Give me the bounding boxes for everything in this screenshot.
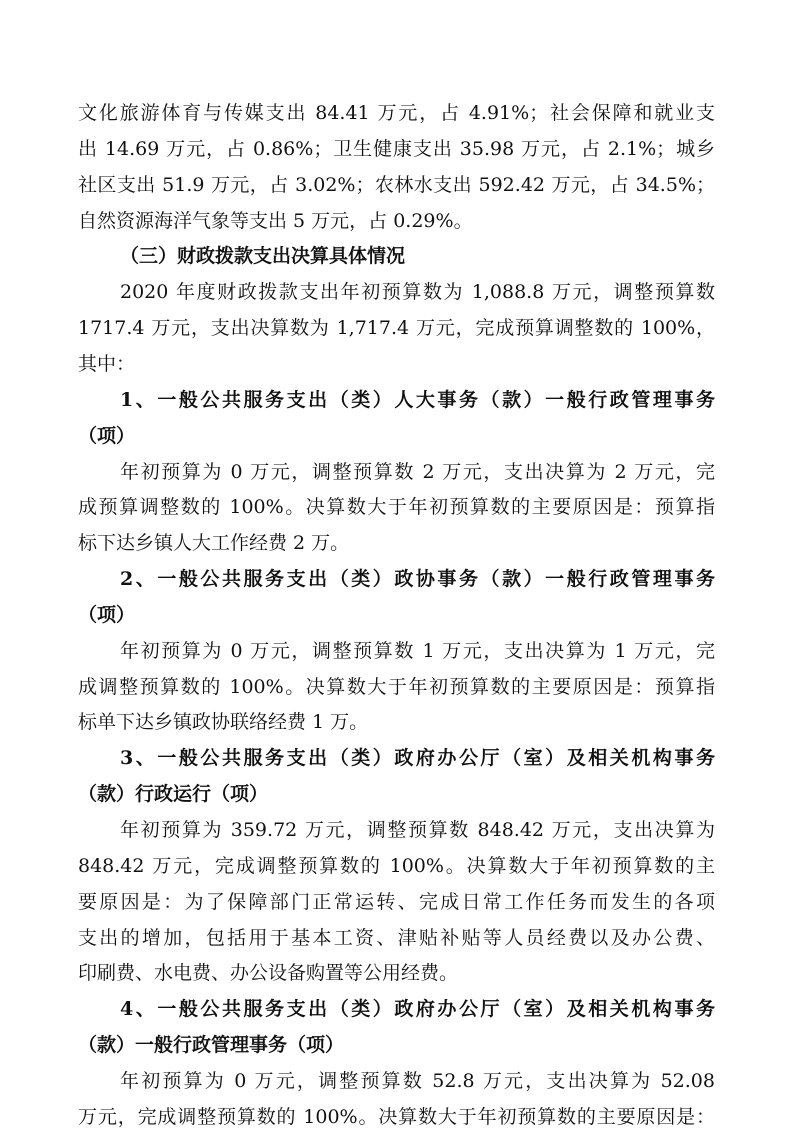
paragraph-line: 印刷费、水电费、办公设备购置等公用经费。	[78, 962, 459, 985]
heading-line: （款）一般行政管理事务（项）	[78, 1034, 345, 1057]
heading-line: 2、一般公共服务支出（类）政协事务（款）一般行政管理事务	[120, 568, 715, 591]
paragraph-line: 2020 年度财政拨款支出年初预算数为 1,088.8 万元，调整预算数	[120, 281, 715, 304]
paragraph-line: 年初预算为 359.72 万元，调整预算数 848.42 万元，支出决算为	[120, 819, 715, 841]
paragraph-line: 要原因是：为了保障部门正常运转、完成日常工作任务而发生的各项	[78, 890, 715, 913]
paragraph-line: 社区支出 51.9 万元，占 3.02%；农林水支出 592.42 万元，占 34.5%；	[78, 173, 715, 196]
paragraph-line: 年初预算为 0 万元，调整预算数 52.8 万元，支出决算为 52.08	[120, 1069, 715, 1092]
heading-line: （项）	[78, 424, 136, 447]
heading-line: （项）	[78, 603, 136, 626]
paragraph-line: 支出的增加，包括用于基本工资、津贴补贴等人员经费以及办公费、	[78, 926, 715, 949]
heading-line: （款）行政运行（项）	[78, 783, 269, 806]
paragraph-line: 成预算调整数的 100%。决算数大于年初预算数的主要原因是：预算指	[78, 496, 715, 519]
paragraph-line: 年初预算为 0 万元，调整预算数 2 万元，支出决算为 2 万元，完	[120, 460, 715, 483]
paragraph-line: 标下达乡镇人大工作经费 2 万。	[78, 532, 350, 555]
paragraph-line: 万元，完成调整预算数的 100%。决算数大于年初预算数的主要原因是：	[78, 1105, 715, 1128]
paragraph-line: 成调整预算数的 100%。决算数大于年初预算数的主要原因是：预算指	[78, 675, 715, 698]
paragraph-line: 年初预算为 0 万元，调整预算数 1 万元，支出决算为 1 万元，完	[120, 639, 715, 662]
heading-line: 1、一般公共服务支出（类）人大事务（款）一般行政管理事务	[120, 388, 715, 411]
paragraph-line: 848.42 万元，完成调整预算数的 100%。决算数大于年初预算数的主	[78, 854, 715, 877]
paragraph-line: 出 14.69 万元，占 0.86%；卫生健康支出 35.98 万元，占 2.1%；城乡	[78, 137, 715, 160]
paragraph-line: 标单下达乡镇政协联络经费 1 万。	[78, 711, 369, 734]
paragraph-line: 文化旅游体育与传媒支出 84.41 万元，占 4.91%；社会保障和就业支	[78, 102, 715, 124]
heading-line: 3、一般公共服务支出（类）政府办公厅（室）及相关机构事务	[120, 747, 715, 770]
paragraph-line: 自然资源海洋气象等支出 5 万元，占 0.29%。	[78, 209, 473, 232]
heading-line: （三）财政拨款支出决算具体情况	[120, 245, 406, 268]
paragraph-line: 1717.4 万元，支出决算数为 1,717.4 万元，完成预算调整数的 100%，	[78, 317, 715, 340]
heading-line: 4、一般公共服务支出（类）政府办公厅（室）及相关机构事务	[120, 998, 715, 1021]
paragraph-line: 其中：	[78, 352, 136, 375]
